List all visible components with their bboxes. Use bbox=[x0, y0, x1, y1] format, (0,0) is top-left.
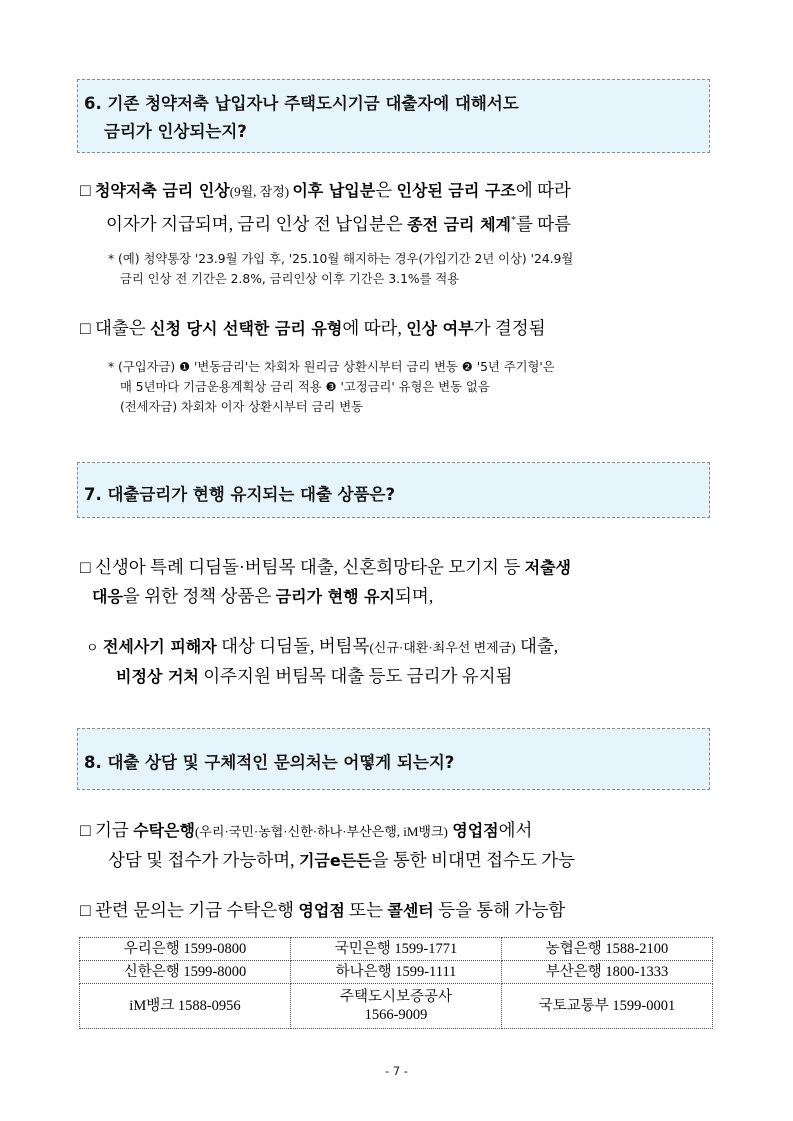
emphasis: 이후 납입분 bbox=[292, 181, 376, 200]
answer-6-paragraph-2 bbox=[80, 314, 720, 343]
text: 상담 및 접수가 가능하며, bbox=[108, 850, 299, 870]
emphasis: 기금e든든 bbox=[298, 851, 372, 870]
text: 에 따라, bbox=[342, 318, 407, 338]
answer-7-paragraph-2 bbox=[86, 632, 726, 691]
question-6-line-2: 금리가 인상되는지? bbox=[104, 122, 247, 141]
emphasis: 금리가 현행 유지 bbox=[275, 587, 396, 606]
emphasis: 전세사기 피해자 bbox=[102, 637, 217, 656]
note-6-example bbox=[108, 249, 723, 289]
checkbox-square: □ bbox=[80, 318, 91, 338]
text: 대출은 bbox=[94, 318, 151, 338]
contact-shinhan: 신한은행 1599-8000 bbox=[80, 961, 291, 984]
emphasis: 영업점 bbox=[452, 821, 499, 840]
checkbox-square: □ bbox=[80, 900, 91, 920]
checkbox-square: □ bbox=[80, 820, 91, 840]
answer-6-paragraph-1-line-2 bbox=[80, 206, 720, 239]
answer-8-paragraph-1-line-2 bbox=[80, 846, 720, 875]
question-box-6 bbox=[77, 79, 710, 153]
text: 또는 bbox=[344, 900, 388, 920]
text: 신생아 특례 디딤돌·버팀목 대출, 신혼희망타운 모기지 등 bbox=[94, 557, 525, 577]
emphasis: 신청 당시 선택한 금리 유형 bbox=[150, 319, 343, 338]
text: 대출, bbox=[515, 636, 559, 656]
answer-7-paragraph-1-line-1 bbox=[80, 553, 720, 582]
checkbox-square: □ bbox=[80, 180, 91, 200]
emphasis: 비정상 거처 bbox=[116, 667, 199, 686]
checkbox-square: □ bbox=[80, 557, 91, 577]
note-6-loan-types-line-3: (전세자금) 차회차 이자 상환시부터 금리 변동 bbox=[120, 400, 363, 414]
note-6-loan-types-line-1: * (구입자금) ❶ '변동금리'는 차회차 원리금 상환시부터 금리 변동 ❷ '5년 주기형'은 bbox=[108, 360, 555, 374]
question-box-7 bbox=[77, 462, 710, 518]
question-6-line-1: 6. 기존 청약저축 납입자나 주택도시기금 대출자에 대해서도 bbox=[84, 94, 519, 113]
emphasis: 콜센터 bbox=[387, 901, 434, 920]
footnote-mark: * bbox=[511, 215, 516, 226]
contact-molit: 국토교통부 1599-0001 bbox=[502, 984, 713, 1029]
text: 을 통한 비대면 접수도 가능 bbox=[371, 850, 576, 870]
contact-kookmin: 국민은행 1599-1771 bbox=[291, 938, 502, 961]
contact-busan: 부산은행 1800-1333 bbox=[502, 961, 713, 984]
page-number: - 7 - bbox=[385, 1064, 408, 1078]
answer-7-paragraph-2-line-1 bbox=[86, 632, 726, 662]
text: 를 따름 bbox=[516, 213, 572, 234]
answer-6-paragraph-1 bbox=[80, 176, 720, 239]
note-6-loan-types bbox=[108, 357, 723, 417]
answer-7-paragraph-1-line-2 bbox=[80, 582, 720, 611]
text: 대상 디딤돌, 버팀목 bbox=[216, 636, 370, 656]
text: 은 bbox=[375, 180, 397, 200]
emphasis: 인상 여부 bbox=[406, 319, 474, 338]
text: 관련 문의는 기금 수탁은행 bbox=[94, 900, 299, 920]
table-row bbox=[80, 984, 713, 1029]
contact-hug-number: 1566-9009 bbox=[364, 1007, 428, 1023]
answer-8-paragraph-1 bbox=[80, 816, 720, 875]
text: 기금 bbox=[94, 820, 134, 840]
note-inline: (우리·국민·농협·신한·하나·부산은행, iM뱅크) bbox=[194, 824, 448, 839]
text: 이주지원 버팀목 대출 등도 금리가 유지됨 bbox=[198, 666, 513, 686]
question-7-line-1: 7. 대출금리가 현행 유지되는 대출 상품은? bbox=[84, 485, 396, 504]
table-row bbox=[80, 961, 713, 984]
emphasis: 수탁은행 bbox=[133, 821, 195, 840]
answer-8-paragraph-1-line-1 bbox=[80, 816, 720, 846]
emphasis: 대응 bbox=[92, 587, 123, 606]
table-row bbox=[80, 938, 713, 961]
emphasis: 청약저축 금리 인상 bbox=[94, 181, 230, 200]
note-6-example-line-1: * (예) 청약통장 '23.9월 가입 후, '25.10월 해지하는 경우(가입기간 2년 이상) '24.9월 bbox=[108, 252, 574, 266]
contact-hug bbox=[291, 984, 502, 1029]
text: 가 결정됨 bbox=[473, 318, 546, 338]
contact-woori: 우리은행 1599-0800 bbox=[80, 938, 291, 961]
text: 등을 통해 가능함 bbox=[433, 900, 566, 920]
answer-7-paragraph-2-line-2 bbox=[86, 662, 726, 691]
text: 이자가 지급되며, 금리 인상 전 납입분은 bbox=[106, 213, 408, 234]
answer-7-paragraph-1 bbox=[80, 553, 720, 611]
contact-im-bank: iM뱅크 1588-0956 bbox=[80, 984, 291, 1029]
question-8-line-1: 8. 대출 상담 및 구체적인 문의처는 어떻게 되는지? bbox=[84, 753, 455, 772]
contact-hana: 하나은행 1599-1111 bbox=[291, 961, 502, 984]
note-6-loan-types-line-2: 매 5년마다 기금운용계획상 금리 적용 ❸ '고정금리' 유형은 변동 없음 bbox=[120, 380, 490, 394]
answer-6-paragraph-1-line-1 bbox=[80, 176, 720, 206]
answer-8-paragraph-2 bbox=[80, 896, 720, 925]
contact-hug-name: 주택도시보증공사 bbox=[339, 989, 453, 1005]
text: 되며, bbox=[395, 586, 434, 606]
note-6-example-line-2: 금리 인상 전 기간은 2.8%, 금리인상 이후 기간은 3.1%를 적용 bbox=[120, 272, 460, 286]
bullet-circle: ㅇ bbox=[86, 640, 99, 655]
question-box-8 bbox=[77, 728, 710, 790]
emphasis: 저출생 bbox=[524, 558, 571, 577]
emphasis: 영업점 bbox=[298, 901, 345, 920]
emphasis: 종전 금리 체계 bbox=[407, 214, 511, 234]
text: 에 따라 bbox=[515, 180, 571, 200]
contact-table bbox=[79, 937, 713, 1029]
contact-nonghyup: 농협은행 1588-2100 bbox=[502, 938, 713, 961]
text: 에서 bbox=[498, 820, 533, 840]
emphasis: 인상된 금리 구조 bbox=[396, 181, 516, 200]
note-inline: (신규·대환·최우선 변제금) bbox=[369, 640, 516, 655]
note-inline: (9월, 잠정) bbox=[229, 184, 293, 199]
text: 을 위한 정책 상품은 bbox=[122, 586, 276, 606]
